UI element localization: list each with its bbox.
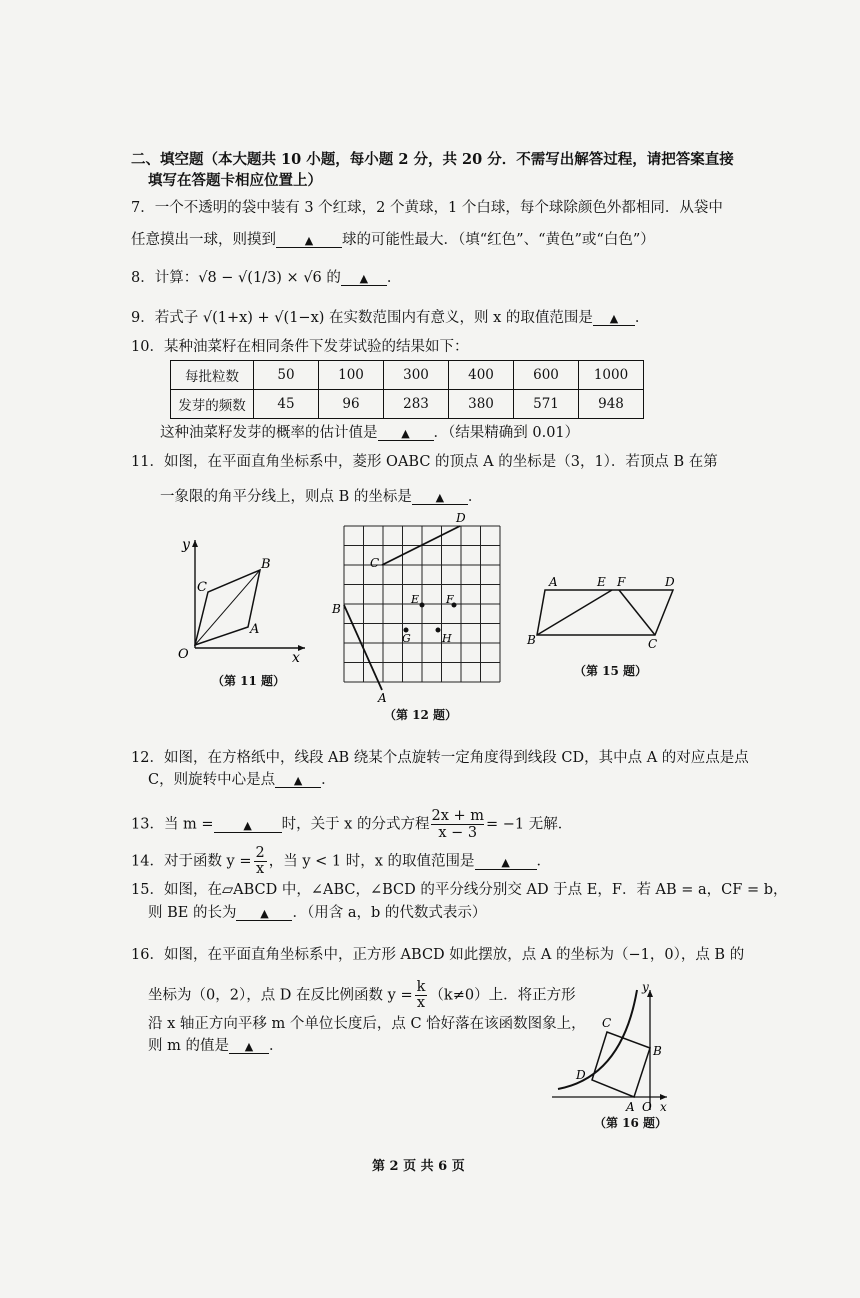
figure-15 bbox=[527, 572, 687, 652]
fig11-label-O: O bbox=[178, 647, 189, 662]
q8-answer-blank: ▲ bbox=[341, 268, 387, 286]
table-cell: 发芽的频数 bbox=[171, 390, 254, 419]
table-cell: 300 bbox=[384, 361, 449, 390]
figure-12 bbox=[332, 510, 502, 705]
q14-fraction: $\frac{2}{x}$ bbox=[255, 845, 265, 877]
table-cell: 380 bbox=[449, 390, 514, 419]
fig16-label-B: B bbox=[653, 1044, 662, 1058]
table-cell: 100 bbox=[319, 361, 384, 390]
fig15-label-E: E bbox=[597, 575, 606, 589]
table-cell: 600 bbox=[514, 361, 579, 390]
fig15-label-C: C bbox=[648, 637, 658, 651]
q16-line2: 坐标为（0，2），点 D 在反比例函数 y = $\frac{k}{x}$ （k≠0）上．将正方形 bbox=[148, 979, 576, 1011]
q15-line1: 15．如图，在▱ABCD 中，∠ABC，∠BCD 的平分线分别交 AD 于点 E，F．若 AB = a，CF = b， bbox=[131, 882, 788, 898]
fig11-label-B: B bbox=[261, 557, 271, 572]
table-cell: 每批粒数 bbox=[171, 361, 254, 390]
figure-11 bbox=[170, 535, 310, 670]
fig16-label-D: D bbox=[576, 1068, 586, 1082]
q16-line4: 则 m 的值是 ▲ ． bbox=[148, 1038, 284, 1054]
q7-answer-blank: ▲ bbox=[276, 230, 342, 248]
fig12-label-D: D bbox=[456, 511, 466, 525]
q11-answer-blank: ▲ bbox=[412, 487, 468, 505]
q10-after: 这种油菜籽发芽的概率的估计值是 ▲ ．（结果精确到 0.01） bbox=[160, 425, 580, 441]
table-cell: 1000 bbox=[579, 361, 644, 390]
fig11-label-C: C bbox=[197, 580, 207, 595]
table-cell: 96 bbox=[319, 390, 384, 419]
table-cell: 571 bbox=[514, 390, 579, 419]
q10-table bbox=[170, 360, 644, 419]
q16-line3: 沿 x 轴正方向平移 m 个单位长度后，点 C 恰好落在该函数图象上， bbox=[148, 1016, 586, 1032]
section-header-line2: 填写在答题卡相应位置上） bbox=[148, 172, 322, 189]
fig12-label-C: C bbox=[370, 556, 380, 570]
fig11-label-A: A bbox=[250, 622, 260, 637]
table-row bbox=[171, 390, 644, 419]
q10-intro: 10．某种油菜籽在相同条件下发芽试验的结果如下： bbox=[131, 339, 469, 355]
q8: 8．计算：√8 − √(1/3) × √6 的 ▲ ． bbox=[131, 270, 402, 286]
fig11-label-y: y bbox=[182, 537, 190, 553]
table-cell: 400 bbox=[449, 361, 514, 390]
table-cell: 283 bbox=[384, 390, 449, 419]
page-footer: 第 2 页 共 6 页 bbox=[372, 1159, 465, 1174]
q12-answer-blank: ▲ bbox=[275, 770, 321, 788]
q15-answer-blank: ▲ bbox=[236, 903, 292, 921]
table-cell: 948 bbox=[579, 390, 644, 419]
fig15-label-B: B bbox=[527, 633, 536, 647]
fig15-label-F: F bbox=[617, 575, 626, 589]
q12-line1: 12．如图，在方格纸中，线段 AB 绕某个点旋转一定角度得到线段 CD，其中点 A 的对应点是点 bbox=[131, 750, 749, 766]
q12-line2: C，则旋转中心是点 ▲ ． bbox=[148, 772, 336, 788]
fig16-label-A: A bbox=[626, 1100, 635, 1114]
table-cell: 50 bbox=[254, 361, 319, 390]
q16-answer-blank: ▲ bbox=[229, 1036, 269, 1054]
q11-line1: 11．如图，在平面直角坐标系中，菱形 OABC 的顶点 A 的坐标是（3，1）．若顶点 B 在第 bbox=[131, 454, 718, 470]
fig16-label-C: C bbox=[602, 1016, 612, 1030]
fig12-label-G: G bbox=[402, 632, 411, 645]
fig16-caption: （第 16 题） bbox=[594, 1116, 668, 1130]
fig11-label-x: x bbox=[292, 650, 300, 666]
figure-16 bbox=[552, 980, 677, 1115]
fig11-caption: （第 11 题） bbox=[212, 674, 286, 688]
q13: 13．当 m = ▲ 时，关于 x 的分式方程 $\frac{2x + m}{x - 3}$ = −1 无解． bbox=[131, 808, 573, 841]
q15-line2: 则 BE 的长为 ▲ ．（用含 a，b 的代数式表示） bbox=[148, 905, 487, 921]
q14-answer-blank: ▲ bbox=[475, 852, 537, 870]
fig12-label-E: E bbox=[411, 593, 420, 606]
fig16-label-x: x bbox=[660, 1100, 667, 1114]
table-cell: 45 bbox=[254, 390, 319, 419]
q9: 9．若式子 √(1+x) + √(1−x) 在实数范围内有意义，则 x 的取值范围是 ▲ ． bbox=[131, 310, 650, 326]
fig16-label-y: y bbox=[642, 980, 649, 994]
q7-line2: 任意摸出一球，则摸到 ▲ 球的可能性最大．（填“红色”、“黄色”或“白色”） bbox=[131, 232, 655, 248]
q16-line1: 16．如图，在平面直角坐标系中，正方形 ABCD 如此摆放，点 A 的坐标为（−1，0），点 B 的 bbox=[131, 947, 745, 963]
table-row bbox=[171, 361, 644, 390]
fig15-label-D: D bbox=[665, 575, 675, 589]
q9-answer-blank: ▲ bbox=[593, 308, 635, 326]
fig12-label-B: B bbox=[332, 602, 341, 616]
q14: 14．对于函数 y = $\frac{2}{x}$ ，当 y < 1 时，x 的取值范围是 ▲ ． bbox=[131, 845, 552, 877]
fig15-label-A: A bbox=[549, 575, 558, 589]
q16-fraction: $\frac{k}{x}$ bbox=[416, 979, 426, 1011]
fig12-caption: （第 12 题） bbox=[384, 708, 458, 722]
fig12-label-A: A bbox=[378, 691, 387, 705]
fig15-caption: （第 15 题） bbox=[574, 664, 648, 678]
q10-answer-blank: ▲ bbox=[378, 423, 434, 441]
q7-line1: 7．一个不透明的袋中装有 3 个红球，2 个黄球，1 个白球，每个球除颜色外都相同．从袋中 bbox=[131, 200, 723, 216]
q11-line2: 一象限的角平分线上，则点 B 的坐标是 ▲ ． bbox=[160, 489, 483, 505]
fig12-label-F: F bbox=[446, 593, 454, 606]
q13-answer-blank: ▲ bbox=[214, 815, 282, 833]
fig12-label-H: H bbox=[442, 632, 452, 645]
fig16-label-O: O bbox=[642, 1100, 652, 1114]
section-header-line1: 二、填空题（本大题共 10 小题，每小题 2 分，共 20 分．不需写出解答过程，请把答案直接 bbox=[131, 151, 734, 168]
q13-fraction: $\frac{2x + m}{x - 3}$ bbox=[431, 808, 485, 841]
